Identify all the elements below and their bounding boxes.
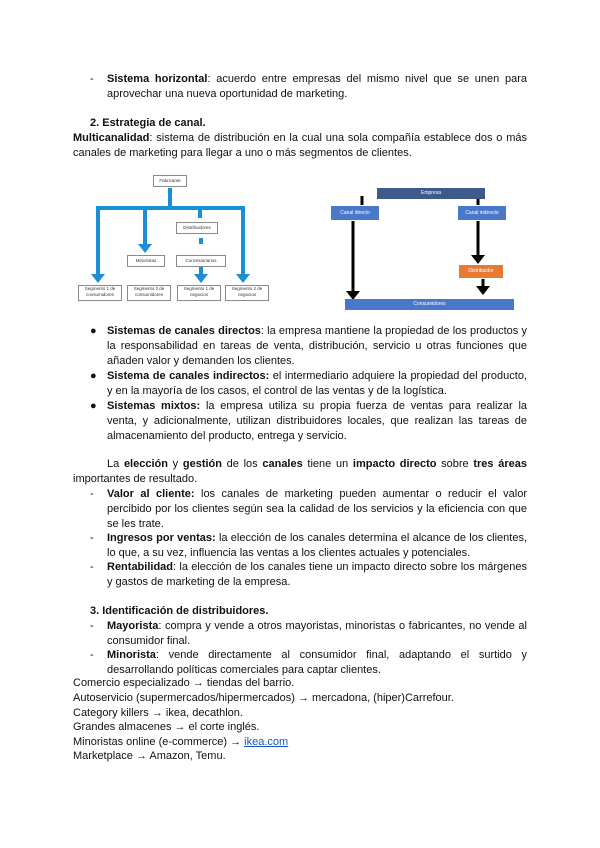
text: tiene un: [302, 458, 353, 470]
example-line-online: [73, 735, 288, 750]
bold-text: gestión: [182, 458, 222, 470]
definition: : la elección de los canales tiene un impacto directo sobre los márgenes y gastos de marketing de la empresa.: [107, 561, 527, 588]
term: Mayorista: [107, 620, 159, 632]
example-line: Grandes almacenes → el corte inglés.: [73, 721, 260, 733]
section-heading-distribuidores: 3. Identificación de distribuidores.: [90, 605, 269, 617]
segment-box: Segmento 2 de negocios: [225, 285, 269, 301]
consumidores-box: Consumidores: [345, 299, 514, 310]
dash-marker: -: [90, 561, 94, 573]
bullet-icon: ●: [90, 325, 97, 337]
minorista-item: [107, 648, 527, 678]
bullet-mixtos: [107, 399, 527, 444]
term: Multicanalidad: [73, 132, 150, 144]
bullet-icon: ●: [90, 400, 97, 412]
text: de los: [221, 458, 263, 470]
example-line: Marketplace → Amazon, Temu.: [73, 750, 226, 762]
definition: : vende directamente al consumidor final, adaptando el surtido y desarrollando políticas comerciales para captar clientes.: [107, 649, 527, 676]
segment-box: Segmento 1 de consumidores: [78, 285, 122, 301]
channel-diagram: [325, 185, 515, 315]
segment-box: Segmento 1 de negocios: [177, 285, 221, 301]
example-line: Category killers → ikea, decathlon.: [73, 707, 243, 719]
bullet-icon: ●: [90, 370, 97, 382]
term: Minorista: [107, 649, 156, 661]
text: importantes de resultado.: [73, 473, 198, 485]
bold-text: tres áreas: [473, 458, 527, 470]
multichannel-diagram: [75, 170, 275, 310]
sistema-horizontal-item: [107, 72, 527, 102]
term: Sistemas mixtos:: [107, 400, 201, 412]
area-ingresos: [107, 531, 527, 561]
text: La: [107, 458, 124, 470]
concesionarios-box: Concesionarios: [176, 255, 226, 267]
bold-text: elección: [123, 458, 168, 470]
term: Sistemas de canales directos: [107, 325, 261, 337]
area-valor: [107, 487, 527, 532]
diagram-arrows: [325, 185, 515, 315]
text: sobre: [436, 458, 474, 470]
definition: la elección de los canales determina el alcance de los clientes, lo que, a su vez, influencia las ventas a los clientes actuales y potenciales.: [107, 532, 527, 559]
definition: la empresa utiliza su propia fuerza de ventas para realizar la venta, y adicionalmente, utilizan distribuidores locales, que realizan las tareas de almacenamiento del producto, entrega y servicio.: [107, 400, 528, 442]
area-rentabilidad: [107, 560, 527, 590]
section-heading-estrategia: 2. Estrategia de canal.: [90, 117, 206, 129]
impact-paragraph: [73, 457, 527, 487]
ikea-link[interactable]: ikea.com: [244, 736, 289, 748]
bullet-indirectos: [107, 369, 527, 399]
fabricante-box: Fabricante: [153, 175, 187, 187]
bold-text: canales: [262, 458, 303, 470]
dash-marker: -: [90, 488, 94, 500]
definition: : la empresa mantiene la propiedad de los productos y la responsabilidad en tareas de venta, distribución, servicio u otras funciones que añaden valor y demanden los clientes.: [107, 325, 527, 367]
term: Rentabilidad: [107, 561, 174, 573]
segment-box: Segmento 2 de consumidores: [127, 285, 171, 301]
definition: el intermediario adquiere la propiedad del producto, y en la mayoría de los casos, el control de las ventas y de la logística.: [107, 370, 527, 397]
multicanalidad-paragraph: [73, 131, 527, 161]
bold-text: impacto directo: [352, 458, 437, 470]
dash-marker: -: [90, 532, 94, 544]
mayorista-item: [107, 619, 527, 649]
dash-marker: -: [90, 620, 94, 632]
dash-marker: -: [90, 73, 94, 85]
bullet-directos: [107, 324, 527, 369]
canal-directo-box: Canal directo: [331, 206, 379, 220]
term: Valor al cliente:: [107, 488, 195, 500]
text: y: [167, 458, 183, 470]
text: Minoristas online (e-commerce) →: [73, 736, 245, 748]
canal-indirecto-box: Canal indirecto: [458, 206, 506, 220]
definition: : sistema de distribución en la cual una sola compañía establece dos o más canales de marketing para llegar a uno o más segmentos de clientes.: [73, 132, 527, 159]
example-line: Comercio especializado → tiendas del barrio.: [73, 677, 295, 689]
empresa-box: Empresa: [377, 188, 485, 199]
distribuidores-box: Distribuidores: [176, 222, 218, 234]
minoristas-box: Minoristas: [127, 255, 165, 267]
term: Sistema de canales indirectos:: [107, 370, 270, 382]
example-line: Autoservicio (supermercados/hipermercados) → mercadona, (hiper)Carrefour.: [73, 692, 454, 704]
dash-marker: -: [90, 649, 94, 661]
term: Ingresos por ventas:: [107, 532, 216, 544]
definition: : acuerdo entre empresas del mismo nivel que se unen para aprovechar una nueva oportunidad de marketing.: [107, 73, 528, 100]
term: Sistema horizontal: [107, 73, 208, 85]
definition: los canales de marketing pueden aumentar o reducir el valor percibido por los clientes según sea la calidad de los servicios y la eficiencia con que se les trate.: [107, 488, 527, 530]
definition: : compra y vende a otros mayoristas, minoristas o fabricantes, no vende al consumidor final.: [107, 620, 527, 647]
distribuidor-box: Distribuidor: [459, 265, 503, 278]
